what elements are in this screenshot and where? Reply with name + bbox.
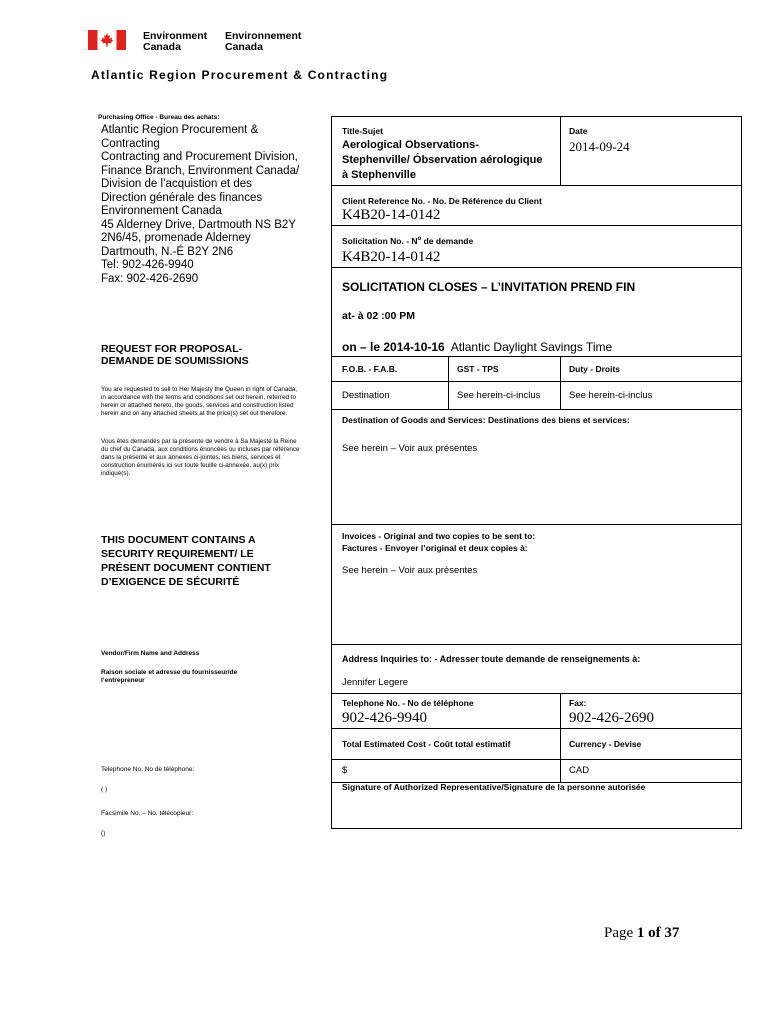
department-name-en: Environment Canada (143, 30, 208, 53)
solicitation-number-label: Solicitation No. - $N^o$ de demande (342, 236, 474, 246)
duty-label: Duty - Droits (569, 364, 620, 374)
address-inquiries-label: Address Inquiries to: - Adresser toute demande de renseignements à: (342, 654, 641, 664)
purchasing-office-label: Purchasing Office - Bureau des achats: (98, 114, 220, 121)
telephone-label: Telephone No. - No de téléphone (342, 698, 474, 708)
client-reference-value: K4B20-14-0142 (342, 207, 441, 223)
client-reference-label: Client Reference No. - No. De Référence du Client (342, 196, 542, 206)
title-label: Title-Sujet (342, 126, 383, 136)
fob-value: Destination (342, 390, 390, 401)
destination-value: See herein – Voir aux présentes (342, 443, 478, 454)
vendor-raison-label: Raison sociale et adresse du fournisseur/de l’entrepreneur (101, 669, 238, 684)
department-name-fr: Environnement Canada (225, 30, 302, 53)
currency-label: Currency - Devise (569, 739, 642, 749)
gst-label: GST - TPS (457, 364, 499, 374)
vendor-telephone-label: Telephone No. No de téléphone: (101, 766, 195, 773)
address-inquiries-value: Jennifer Legere (342, 677, 409, 688)
currency-value: CAD (569, 765, 590, 776)
gst-value: See herein-ci-inclus (457, 390, 541, 401)
vendor-fax-label: Facsimile No. – No. télécopieur: (101, 810, 194, 817)
closing-date: on – le 2014-10-16 Atlantic Daylight Savings Time (342, 340, 613, 354)
solicitation-closes-heading: SOLICITATION CLOSES – L’INVITATION PREND FIN (342, 280, 636, 294)
fax-value: 902-426-2690 (569, 710, 654, 726)
solicitation-number-value: K4B20-14-0142 (342, 249, 441, 265)
fax-label: Fax: (569, 698, 587, 708)
telephone-value: 902-426-9940 (342, 710, 427, 726)
purchasing-office-address: Atlantic Region Procurement & Contracting Contracting and Procurement Division, Finance Branch, Environment Canada/ Division de l’acquistion et des Direction générale des finances Environnement Canada 45 Alderney Drive, Dartmouth NS B2Y 2N6/45, promenade Alderney Dartmouth, N.-É B2Y 2N6 Tel: 902-426-9940 Fax: 902-426-2690 (101, 124, 300, 285)
total-cost-value[interactable]: $ (342, 765, 348, 776)
total-cost-label: Total Estimated Cost - Coût total estimatif (342, 739, 511, 749)
security-requirement-notice: THIS DOCUMENT CONTAINS A SECURITY REQUIREMENT/ LE PRÉSENT DOCUMENT CONTIENT D’EXIGENCE DE SÉCURITÉ (101, 534, 271, 588)
date-label: Date (569, 126, 588, 136)
destination-label: Destination of Goods and Services: Destinations des biens et services: (342, 415, 630, 425)
vendor-fax-value[interactable]: () (101, 830, 106, 837)
request-paragraph-fr: Vous êtes demandés par la présente de vendre à Sa Majesté la Reine du chef du Canada, aux conditions énoncées ou incluses par référence dans la présente et aux annexes ci-jointes, les biens, services et construction énumérés ici sur toute feuille ci-annexée, au(x) prix indiqué(s). (101, 438, 300, 478)
vendor-telephone-value[interactable]: ( ) (101, 786, 108, 793)
fob-label: F.O.B. - F.A.B. (342, 364, 398, 374)
date-value: 2014-09-24 (569, 139, 630, 154)
signature-label: Signature of Authorized Representative/Signature de la personne autorisée (342, 782, 646, 792)
duty-value: See herein-ci-inclus (569, 390, 653, 401)
canada-flag-icon (88, 30, 126, 50)
page-number: Page 1 of 37 (604, 925, 680, 941)
closing-time: at- à 02 :00 PM (342, 310, 415, 322)
title-value: Aerological Observations- Stephenville/ Óbservation aérologique à Stephenville (342, 139, 543, 181)
region-title: Atlantic Region Procurement & Contracting (91, 68, 389, 82)
invoices-value: See herein – Voir aux présentes (342, 565, 478, 576)
rfp-heading: REQUEST FOR PROPOSAL- DEMANDE DE SOUMISSIONS (101, 343, 249, 367)
vendor-name-label: Vendor/Firm Name and Address (101, 650, 200, 657)
invoices-label: Invoices - Original and two copies to be sent to: Factures - Envoyer l’original et deux copies à: (342, 531, 536, 553)
request-paragraph-en: You are requested to sell to Her Majesty the Queen in right of Canada, in accordance with the terms and conditions set out herein, referred to herein or attached hereto, the goods, services and construction listed herein and on any attached sheets at the price(s) set out therefore. (101, 386, 298, 418)
